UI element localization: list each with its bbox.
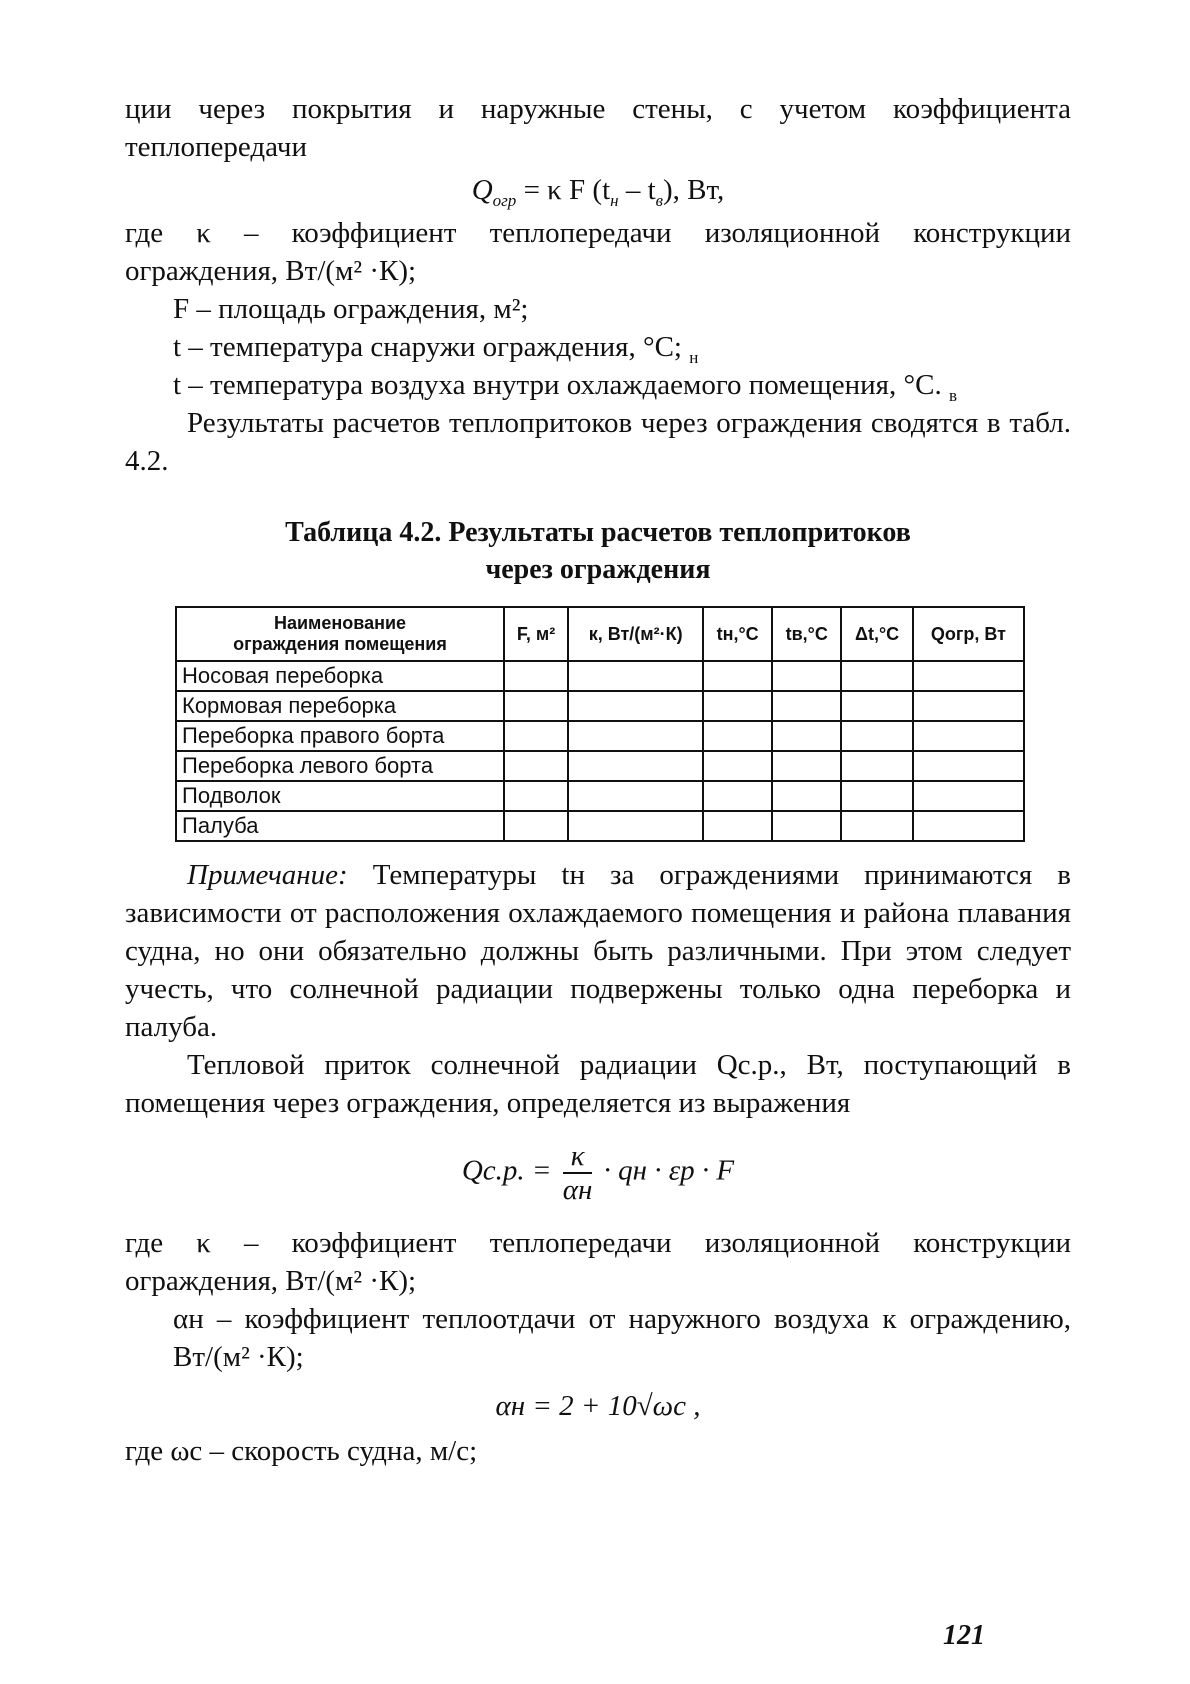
definition-k-2: где κ – коэффициент теплопередачи изоляционной конструкции ограждения, Вт/(м² ·К); <box>125 1227 1071 1297</box>
table-header-row <box>176 607 1024 661</box>
definition-tv: t – температура воздуха внутри охлаждаемого помещения, °С. $_в$ <box>173 369 957 405</box>
table-row <box>176 661 1024 691</box>
row-name: Кормовая переборка <box>176 691 504 721</box>
table-row <box>176 811 1024 841</box>
definition-k: где κ – коэффициент теплопередачи изоляционной конструкции ограждения, Вт/(м² ·К); <box>125 217 1071 287</box>
header-tn: tн,°С <box>703 607 772 661</box>
row-name: Носовая переборка <box>176 661 504 691</box>
table-row <box>176 721 1024 751</box>
page-number: 121 <box>943 1620 985 1651</box>
table-caption: Таблица 4.2. Результаты расчетов теплопритоков через ограждения <box>285 517 911 585</box>
equation-alpha: αн = 2 + 10√ωс , <box>495 1390 701 1422</box>
paragraph-intro: ции через покрытия и наружные стены, с учетом коэффициента теплопередачи <box>125 93 1071 163</box>
row-name: Переборка левого борта <box>176 751 504 781</box>
fraction: $\frac{\kappa}{\alpha н}$ <box>562 1140 593 1206</box>
header-enclosure-name: Наименование ограждения помещения <box>176 607 504 661</box>
header-area: F, м² <box>504 607 568 661</box>
definition-alpha: αн – коэффициент теплоотдачи от наружного воздуха к ограждению, Вт/(м² ·К); <box>173 1303 1071 1373</box>
definition-omega: где ωс – скорость судна, м/с; <box>125 1435 478 1467</box>
table-row <box>176 751 1024 781</box>
paragraph-solar: Тепловой приток солнечной радиации Qс.р., Вт, поступающий в помещения через ограждения, определяется из выражения <box>125 1049 1071 1119</box>
definition-F: F – площадь ограждения, м²; <box>173 293 529 325</box>
header-dt: Δt,°С <box>841 607 913 661</box>
paragraph-note: Примечание: Температуры tн за ограждениями принимаются в зависимости от расположения охлаждаемого помещения и района плавания судна, но они обязательно должны быть различными. При этом следует учесть, что солнечной радиации подвержены только одна переборка и палуба. <box>125 859 1071 1043</box>
heat-gain-table <box>175 606 1025 842</box>
row-name: Подволок <box>176 781 504 811</box>
page-content <box>125 90 1071 1470</box>
row-name: Палуба <box>176 811 504 841</box>
header-q: Qогр, Вт <box>913 607 1024 661</box>
header-k: к, Вт/(м²·К) <box>568 607 703 661</box>
header-tv: tв,°С <box>772 607 841 661</box>
equation-q-ogr: $Q_{огр} = \kappa$ F $(t_н - t_в)$, Вт, <box>471 174 725 210</box>
row-name: Переборка правого борта <box>176 721 504 751</box>
equation-q-solar: Qс.р. = $\frac{\kappa}{\alpha н}$ · qн · εр · F <box>461 1140 735 1206</box>
paragraph-results: Результаты расчетов теплопритоков через ограждения сводятся в табл. 4.2. <box>125 407 1071 477</box>
table-row <box>176 691 1024 721</box>
table-row <box>176 781 1024 811</box>
definition-tn: t – температура снаружи ограждения, °С; $_н$ <box>173 331 699 367</box>
